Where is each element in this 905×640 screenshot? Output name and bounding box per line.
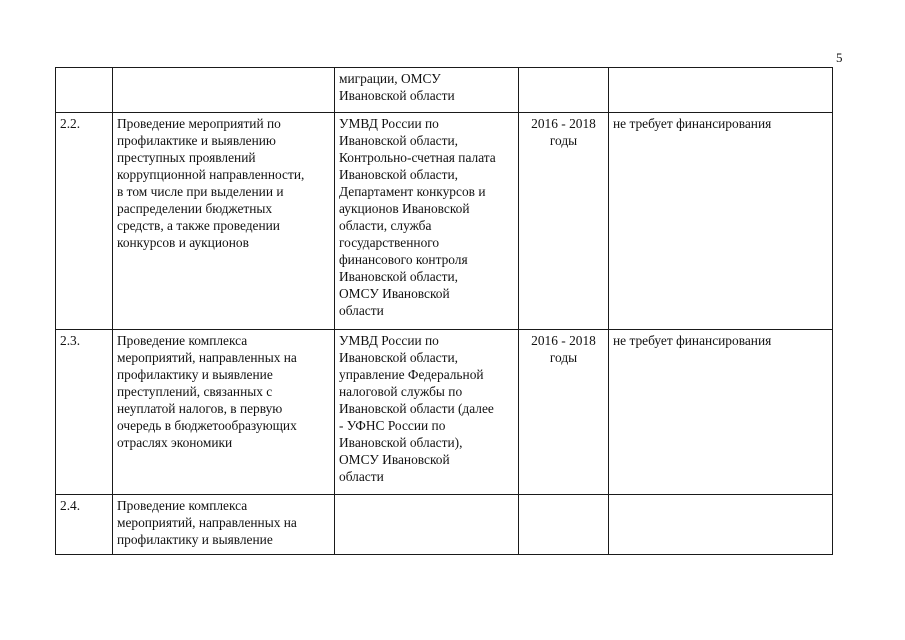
event-cell: Проведение мероприятий по профилактике и выявлению преступных проявлений коррупционной направленности, в том числе при выделении и распределении бюджетных средств, а также проведении конкурсов и аукционов	[113, 113, 335, 330]
table-row	[56, 495, 833, 555]
event-cell: Проведение комплекса мероприятий, направленных на профилактику и выявление	[113, 495, 335, 555]
table-row	[56, 330, 833, 495]
row-number-cell: 2.2.	[56, 113, 113, 330]
financing-cell: не требует финансирования	[609, 330, 833, 495]
financing-cell	[609, 68, 833, 113]
term-cell	[519, 68, 609, 113]
financing-cell: не требует финансирования	[609, 113, 833, 330]
financing-cell	[609, 495, 833, 555]
event-cell: Проведение комплекса мероприятий, направленных на профилактику и выявление преступлений, связанных с неуплатой налогов, в первую очередь в бюджетообразующих отраслях экономики	[113, 330, 335, 495]
row-number-cell: 2.4.	[56, 495, 113, 555]
action-plan-table	[55, 67, 833, 555]
term-cell	[519, 495, 609, 555]
executors-cell: УМВД России по Ивановской области, Контрольно-счетная палата Ивановской области, Департамент конкурсов и аукционов Ивановской области, служба государственного финансового контроля Ивановской области, ОМСУ Ивановской области	[335, 113, 519, 330]
page-number: 5	[836, 50, 843, 65]
table-row	[56, 68, 833, 113]
executors-cell: УМВД России по Ивановской области, управление Федеральной налоговой службы по Ивановской области (далее - УФНС России по Ивановской области), ОМСУ Ивановской области	[335, 330, 519, 495]
executors-cell	[335, 495, 519, 555]
table-row	[56, 113, 833, 330]
term-cell: 2016 - 2018 годы	[519, 113, 609, 330]
event-cell	[113, 68, 335, 113]
row-number-cell	[56, 68, 113, 113]
executors-cell: миграции, ОМСУ Ивановской области	[335, 68, 519, 113]
term-cell: 2016 - 2018 годы	[519, 330, 609, 495]
row-number-cell: 2.3.	[56, 330, 113, 495]
